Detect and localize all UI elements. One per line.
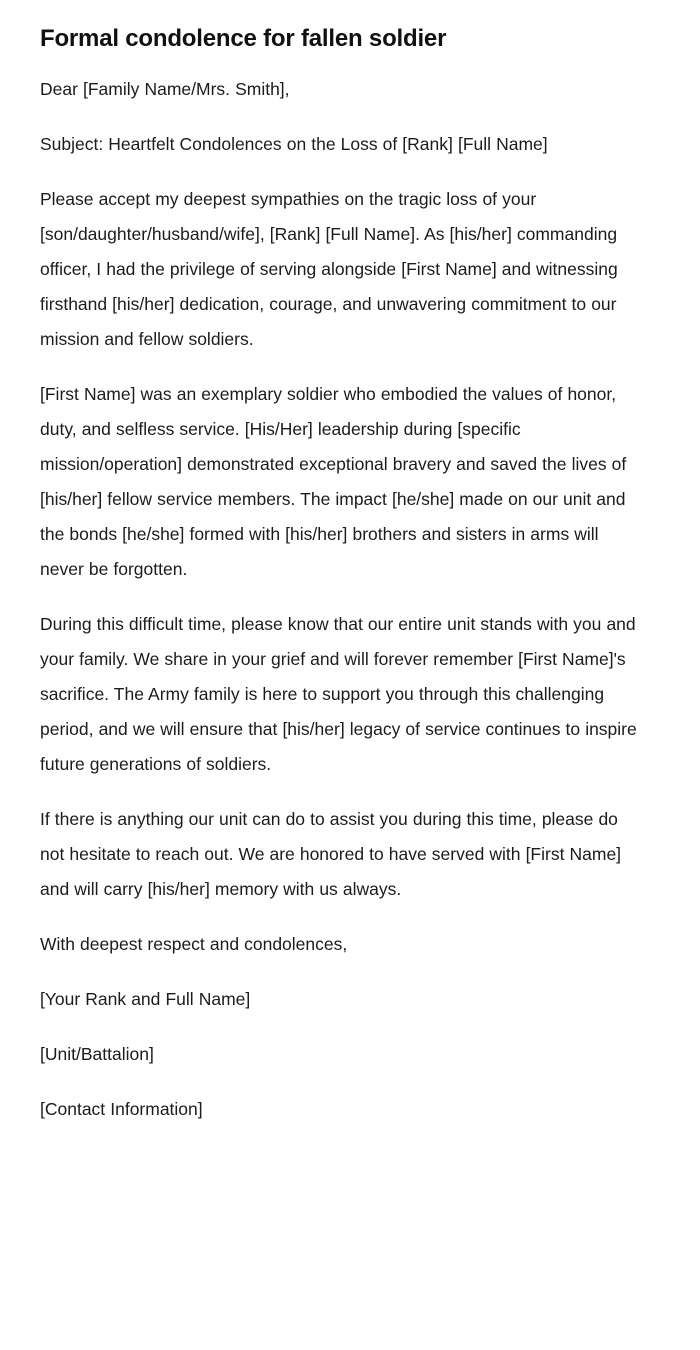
body-paragraph-2: [First Name] was an exemplary soldier who embodied the values of honor, duty, and selfless service. [His/Her] leadership during [specific mission/operation] demonstrated exceptional bravery and saved the lives of [his/her] fellow service members. The impact [he/she] made on our unit and the bonds [he/she] formed with [his/her] brothers and sisters in arms will never be forgotten.: [40, 384, 627, 579]
salutation-text: Dear [Family Name/Mrs. Smith],: [40, 79, 290, 99]
body-paragraph-1: Please accept my deepest sympathies on the tragic loss of your [son/daughter/husband/wife], [Rank] [Full Name]. As [his/her] commanding officer, I had the privilege of serving alongside [First Name] and witnessing firsthand [his/her] dedication, courage, and unwavering commitment to our mission and fellow soldiers.: [40, 189, 618, 349]
signature-contact-text: [Contact Information]: [40, 1099, 203, 1119]
body-paragraph-3: During this difficult time, please know that our entire unit stands with you and your family. We share in your grief and will forever remember [First Name]'s sacrifice. The Army family is here to support you through this challenging period, and we will ensure that [his/her] legacy of service continues to inspire future generations of soldiers.: [40, 614, 637, 774]
body-paragraph-4: If there is anything our unit can do to assist you during this time, please do not hesitate to reach out. We are honored to have served with [First Name] and will carry [his/her] memory with us always.: [40, 809, 622, 899]
page-title: Formal condolence for fallen soldier: [40, 25, 447, 52]
signature-unit-text: [Unit/Battalion]: [40, 1044, 154, 1064]
signature-name-text: [Your Rank and Full Name]: [40, 989, 251, 1009]
closing-text: With deepest respect and condolences,: [40, 934, 348, 954]
subject-line-text: Subject: Heartfelt Condolences on the Loss of [Rank] [Full Name]: [40, 134, 548, 154]
